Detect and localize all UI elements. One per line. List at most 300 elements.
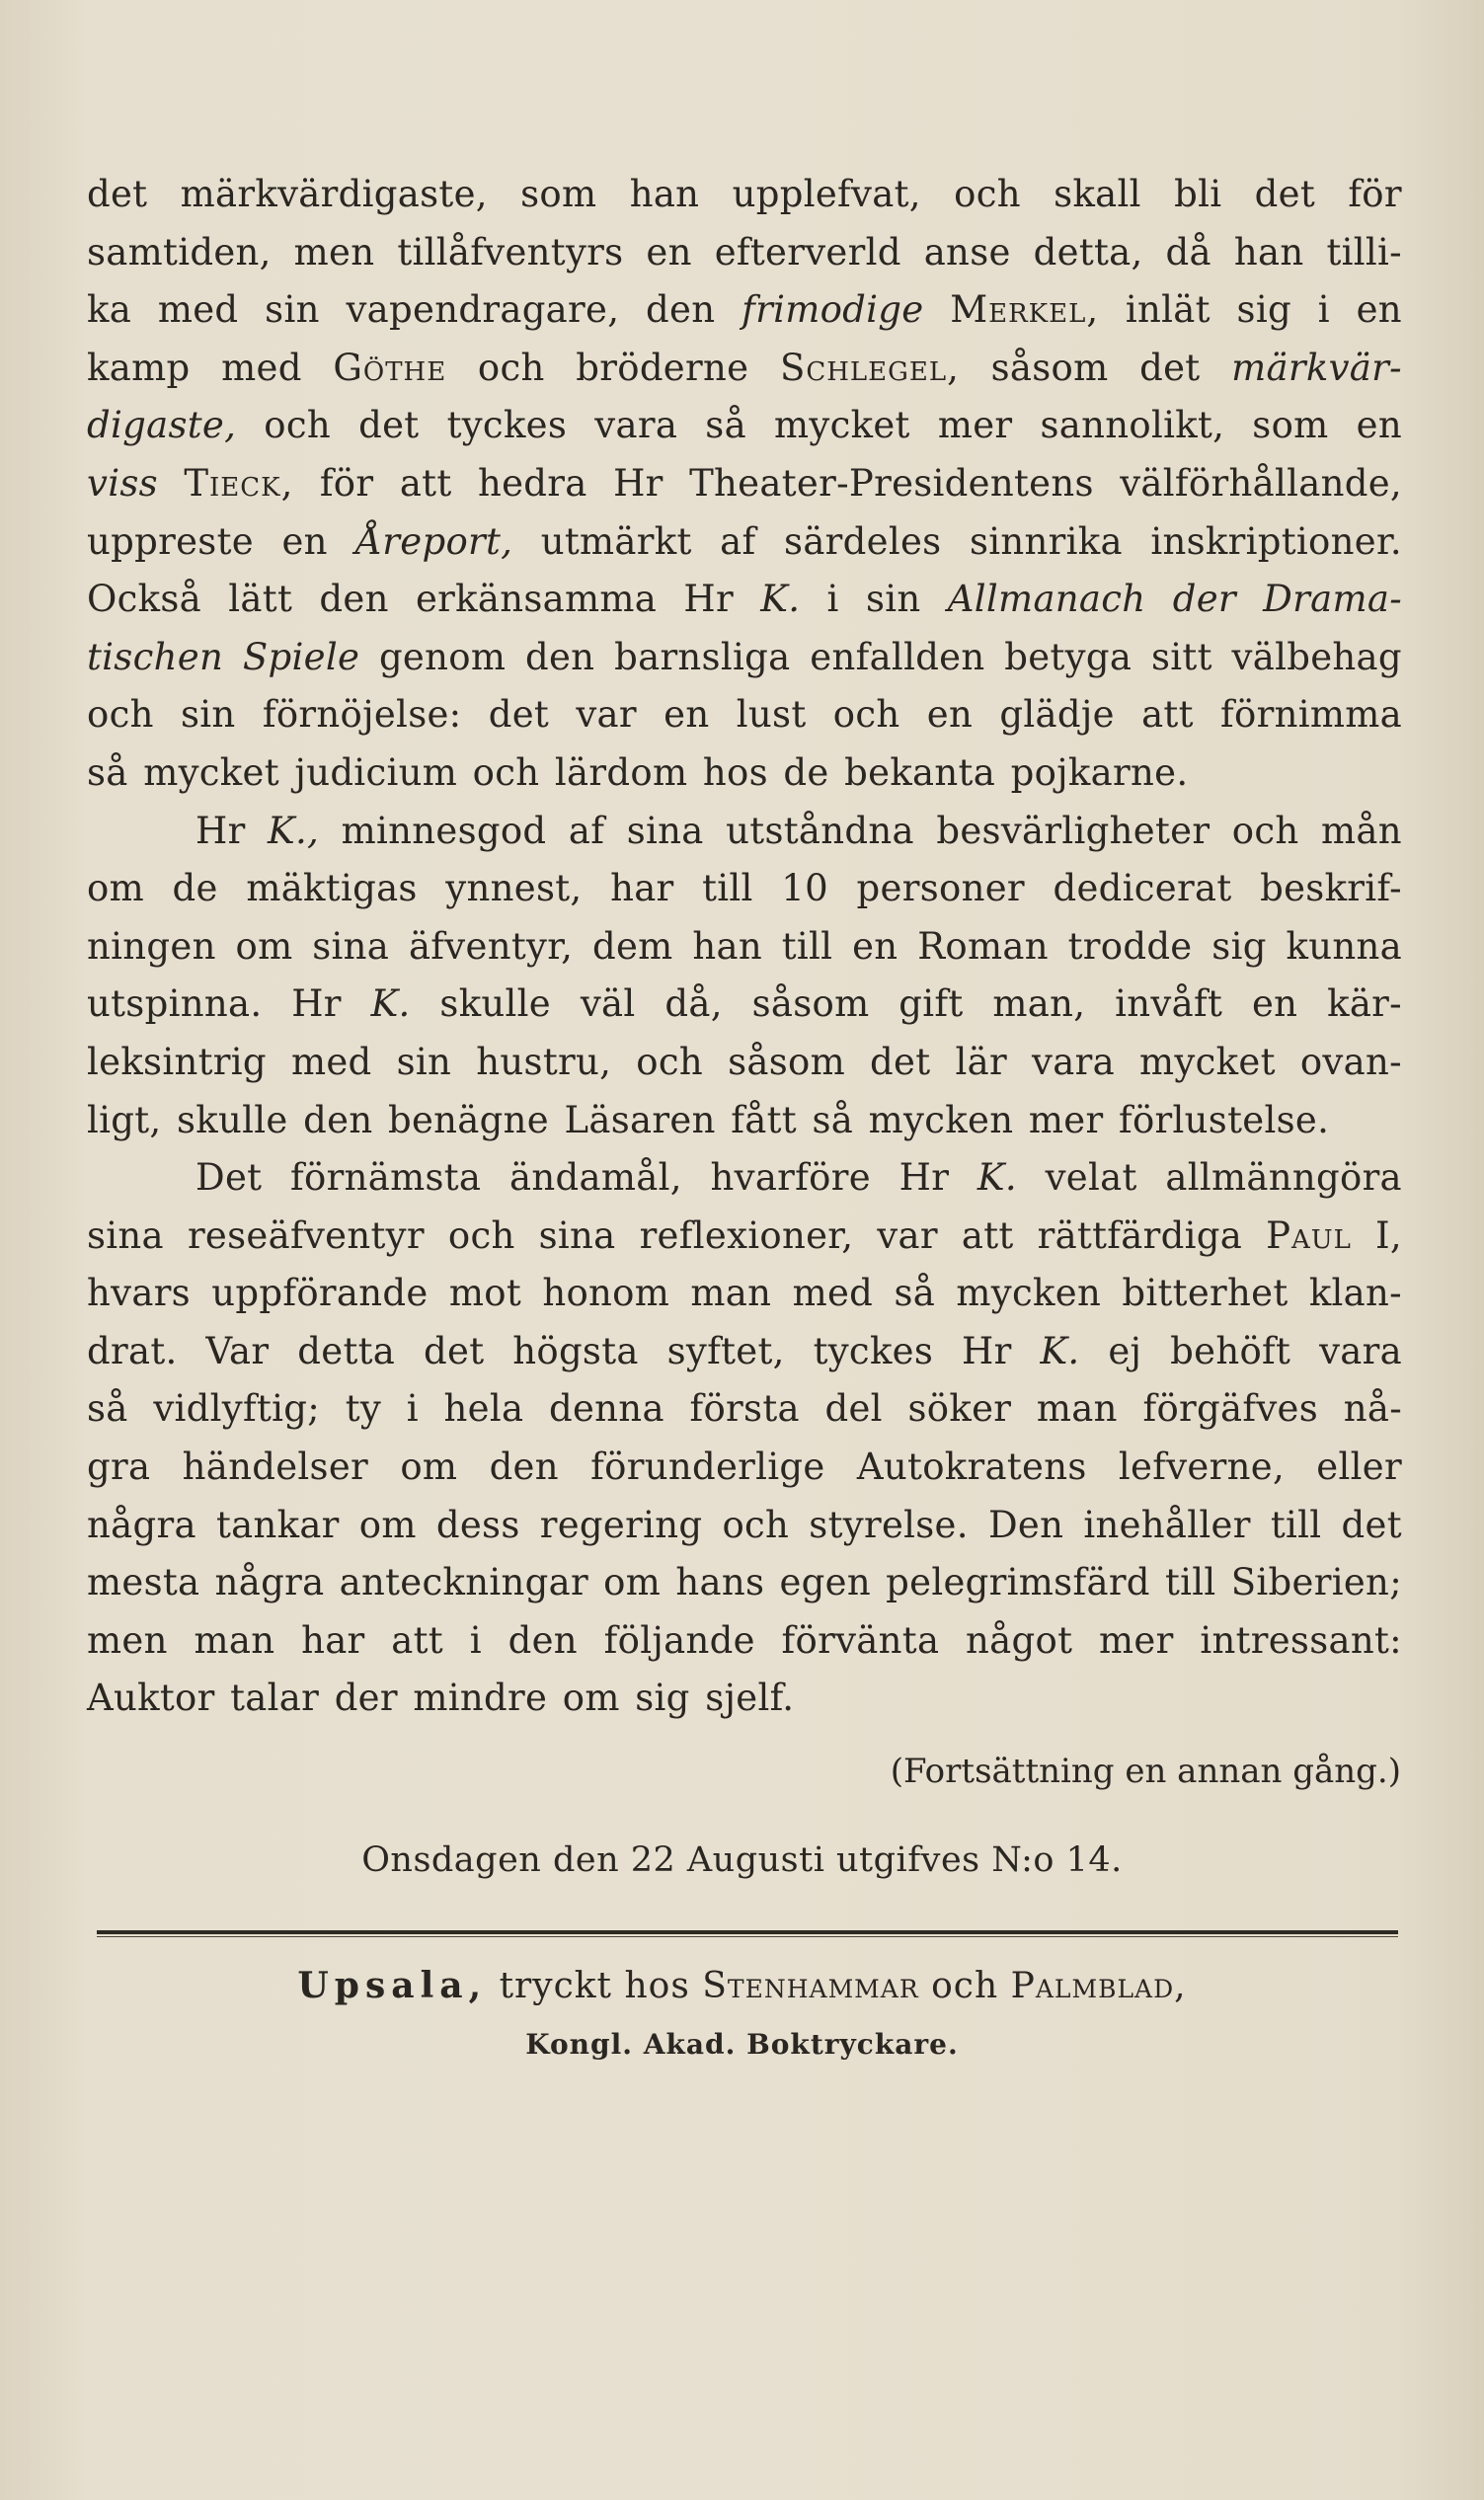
word: så: [894, 1272, 936, 1315]
word: sig: [635, 1677, 690, 1720]
word: då: [1165, 230, 1211, 273]
word: del: [824, 1387, 883, 1431]
word: leksintrig: [87, 1040, 267, 1083]
word: Auktor: [87, 1677, 215, 1720]
text-line: [87, 340, 1402, 398]
word: och: [477, 346, 545, 389]
word: gra: [87, 1445, 151, 1489]
word: besvärligheter: [936, 809, 1211, 852]
imprint-place: Upsala,: [297, 1965, 488, 2006]
word: reseäfventyr: [187, 1213, 425, 1257]
word: med: [290, 1040, 372, 1083]
word: mer: [1099, 1618, 1174, 1662]
word: men: [87, 1618, 168, 1662]
footer-rule: [97, 1930, 1398, 1934]
word: talar: [230, 1677, 320, 1720]
word: detta: [297, 1329, 396, 1372]
text-line: [87, 571, 1402, 629]
word: Hr: [291, 982, 342, 1026]
word: inlät: [1125, 288, 1211, 332]
word: sig: [1236, 288, 1291, 332]
word: att: [961, 1213, 1014, 1257]
word: det: [870, 1040, 931, 1083]
text-line: [87, 455, 1402, 513]
word: velat: [1045, 1156, 1137, 1200]
word: sitt: [1150, 635, 1212, 678]
word: ningen: [87, 924, 216, 968]
word: den: [303, 1098, 373, 1141]
word: med: [792, 1272, 874, 1315]
body-text: [87, 166, 1402, 1728]
word: K.: [370, 982, 411, 1026]
word: I,: [1374, 1213, 1402, 1257]
word: Var: [205, 1329, 270, 1372]
word: vara: [594, 404, 678, 447]
word: det: [1254, 173, 1316, 215]
text-line: [87, 1208, 1402, 1266]
word: pelegrimsfärd: [886, 1561, 1150, 1604]
word: en: [1356, 288, 1402, 332]
word: Paul: [1266, 1213, 1352, 1257]
word: Schlegel,: [779, 346, 960, 389]
word: betyga: [1004, 635, 1133, 678]
word: för: [319, 461, 374, 505]
word: dedicerat: [1053, 867, 1232, 910]
word: egen: [779, 1561, 871, 1604]
word: en: [664, 693, 710, 737]
word: dess: [435, 1503, 520, 1546]
word: en: [281, 519, 328, 563]
word: skall: [1054, 173, 1141, 215]
word: anse: [923, 230, 1011, 273]
word: såsom: [728, 1040, 845, 1083]
text-line: [87, 976, 1402, 1034]
word: Hr: [195, 809, 246, 852]
word: mer: [937, 404, 1013, 447]
word: förunderlige: [590, 1445, 825, 1489]
word: den: [525, 635, 595, 678]
word: honom: [542, 1272, 670, 1315]
word: hvars: [87, 1272, 191, 1315]
word: K.: [760, 578, 801, 621]
text-line: [87, 803, 1402, 861]
word: hans: [675, 1561, 765, 1604]
word: sin: [865, 578, 921, 621]
imprint-printer-1: Stenhammar: [702, 1966, 919, 2006]
word: sjelf.: [705, 1677, 795, 1720]
word: om: [562, 1677, 620, 1720]
text-line: [87, 513, 1402, 572]
word: glädje: [999, 693, 1115, 737]
word: men: [293, 230, 375, 273]
word: mot: [448, 1272, 522, 1315]
word: ej: [1108, 1329, 1142, 1372]
word: mesta: [87, 1561, 200, 1604]
word: och: [264, 404, 332, 447]
word: vidlyftig;: [153, 1387, 321, 1431]
word: anteckningar: [339, 1561, 588, 1604]
word: märkvär-: [1231, 346, 1402, 389]
word: Den: [987, 1503, 1064, 1546]
word: om: [400, 1445, 458, 1489]
word: hvarföre: [710, 1156, 871, 1200]
word: sina: [626, 809, 704, 852]
word: den: [508, 1618, 578, 1662]
word: Det: [195, 1156, 263, 1200]
text-line: [87, 1092, 1402, 1150]
text-line: [87, 629, 1402, 687]
word: väl: [580, 982, 636, 1026]
word: vara: [1319, 1329, 1402, 1372]
text-line: [87, 1149, 1402, 1208]
word: en: [646, 230, 692, 273]
word: såsom: [751, 982, 870, 1026]
word: regering: [539, 1503, 703, 1546]
word: efterverld: [714, 230, 901, 273]
word: Hr: [898, 1156, 950, 1200]
word: mäktigas: [246, 867, 418, 910]
word: tankar: [215, 1503, 340, 1546]
word: så: [87, 1387, 128, 1431]
word: och: [722, 1503, 790, 1546]
word: K.,: [268, 809, 320, 852]
word: om: [87, 867, 144, 910]
word: upplefvat,: [732, 173, 921, 215]
word: beskrif-: [1260, 867, 1402, 910]
word: och: [472, 750, 540, 794]
imprint-printed-at: tryckt hos: [499, 1966, 690, 2006]
word: något: [966, 1618, 1073, 1662]
word: att: [399, 461, 452, 505]
word: mycket: [1139, 1040, 1276, 1083]
word: personer: [856, 867, 1025, 910]
word: han: [629, 173, 700, 215]
text-line: [87, 166, 1402, 224]
word: bitterhet: [1122, 1272, 1289, 1315]
word: så: [87, 750, 128, 794]
word: barnsliga: [614, 635, 791, 678]
word: förvänta: [781, 1618, 940, 1662]
word: minnesgod: [341, 809, 547, 852]
word: har: [301, 1618, 365, 1662]
word: judicium: [294, 750, 458, 794]
next-issue-notice: Onsdagen den 22 Augusti utgifves N:o 14.: [361, 1840, 1123, 1880]
word: förnöjelse:: [262, 693, 462, 737]
word: följande: [603, 1618, 755, 1662]
word: och: [1231, 809, 1299, 852]
word: Hr: [683, 578, 734, 621]
word: Merkel,: [950, 288, 1100, 332]
word: så: [812, 1098, 854, 1141]
word: tilli-: [1326, 230, 1402, 273]
word: äfventyr,: [408, 924, 574, 968]
word: den: [319, 578, 389, 621]
continuation-note: (Fortsättning en annan gång.): [890, 1752, 1401, 1791]
word: allmänngöra: [1165, 1156, 1402, 1200]
word: lätt: [228, 578, 293, 621]
footer-rule-thin: [97, 1936, 1398, 1937]
word: i: [469, 1618, 482, 1662]
word: pojkarne.: [1010, 750, 1189, 794]
word: digaste,: [87, 404, 237, 447]
word: Siberien;: [1230, 1561, 1402, 1604]
text-line: [87, 1265, 1402, 1323]
word: mycket: [774, 404, 910, 447]
word: bli: [1174, 173, 1222, 215]
word: kamp: [87, 346, 191, 389]
word: Spiele: [242, 635, 360, 678]
word: denna: [549, 1387, 664, 1431]
word: samtiden,: [87, 230, 272, 273]
word: i: [826, 578, 839, 621]
word: vara: [1032, 1040, 1115, 1083]
word: sina: [538, 1213, 616, 1257]
word: behöft: [1170, 1329, 1291, 1372]
word: de: [172, 867, 218, 910]
word: i: [406, 1387, 419, 1431]
word: mycken: [956, 1272, 1102, 1315]
word: söker: [907, 1387, 1012, 1431]
text-line: [87, 281, 1402, 340]
word: förlustelse.: [1118, 1098, 1330, 1141]
text-line: [87, 224, 1402, 282]
word: detta,: [1033, 230, 1143, 273]
word: ändamål,: [509, 1156, 682, 1200]
word: Läsaren: [564, 1098, 716, 1141]
word: och: [832, 693, 900, 737]
word: skulle: [439, 982, 552, 1026]
word: mycken: [868, 1098, 1014, 1141]
text-line: [87, 1439, 1402, 1497]
word: det: [358, 404, 420, 447]
word: K.: [976, 1156, 1017, 1200]
word: man,: [992, 982, 1086, 1026]
word: utståndna: [726, 809, 914, 852]
word: några: [87, 1503, 196, 1546]
word: Autokratens: [856, 1445, 1087, 1489]
word: händelser: [182, 1445, 369, 1489]
word: Hr: [962, 1329, 1012, 1372]
text-line: [87, 1612, 1402, 1671]
word: genom: [378, 635, 507, 678]
word: uppreste: [87, 519, 254, 563]
word: Roman: [917, 924, 1049, 968]
word: K.: [1040, 1329, 1080, 1372]
word: han: [692, 924, 762, 968]
text-line: [87, 918, 1402, 977]
text-line: [87, 1670, 1402, 1728]
word: Åreport,: [355, 519, 513, 563]
word: styrelse.: [809, 1503, 969, 1546]
word: drat.: [87, 1329, 178, 1372]
text-line: [87, 397, 1402, 455]
text-line: [87, 1380, 1402, 1439]
word: Också: [87, 578, 202, 621]
word: man: [194, 1618, 275, 1662]
word: den: [489, 1445, 559, 1489]
word: sin: [265, 288, 320, 332]
word: fått: [731, 1098, 797, 1141]
word: reflexioner,: [639, 1213, 854, 1257]
text-line: [87, 860, 1402, 918]
word: lär: [955, 1040, 1007, 1083]
word: af: [568, 809, 605, 852]
word: det: [424, 1329, 485, 1372]
word: lärdom: [554, 750, 688, 794]
word: utspinna.: [87, 982, 263, 1026]
word: Tieck,: [184, 461, 294, 505]
word: 10: [781, 867, 828, 910]
word: att: [391, 1618, 443, 1662]
word: hela: [443, 1387, 524, 1431]
word: som: [1252, 404, 1329, 447]
word: sig: [1211, 924, 1267, 968]
word: hos: [702, 750, 768, 794]
word: och: [447, 1213, 515, 1257]
word: ka: [87, 288, 132, 332]
word: sin: [181, 693, 236, 737]
word: enfallden: [810, 635, 985, 678]
word: utmärkt: [540, 519, 692, 563]
word: så: [705, 404, 746, 447]
imprint-and: och: [931, 1966, 999, 2006]
word: tyckes: [813, 1329, 934, 1372]
word: intressant:: [1200, 1618, 1402, 1662]
word: den: [646, 288, 716, 332]
word: i: [1317, 288, 1330, 332]
word: skulle: [177, 1098, 288, 1141]
word: det: [87, 173, 148, 215]
word: trodde: [1067, 924, 1193, 968]
imprint-line: [0, 1965, 1484, 2006]
word: då,: [664, 982, 723, 1026]
word: syftet,: [666, 1329, 785, 1372]
word: ty: [345, 1387, 382, 1431]
word: välförhållande,: [1120, 461, 1402, 505]
word: erkänsamma: [415, 578, 658, 621]
text-line: [87, 1323, 1402, 1381]
word: mer: [1028, 1098, 1104, 1141]
word: har: [610, 867, 674, 910]
word: mindre: [413, 1677, 548, 1720]
text-line: [87, 1554, 1402, 1612]
word: inehåller: [1083, 1503, 1251, 1546]
word: sin: [396, 1040, 452, 1083]
word: förnimma: [1220, 693, 1402, 737]
word: der: [334, 1677, 398, 1720]
word: det: [488, 693, 550, 737]
word: ovan-: [1299, 1040, 1402, 1083]
text-line: [87, 1497, 1402, 1555]
word: till: [702, 867, 753, 910]
word: om: [603, 1561, 662, 1604]
word: en: [852, 924, 898, 968]
word: uppförande: [211, 1272, 429, 1315]
word: kär-: [1327, 982, 1402, 1026]
word: som: [520, 173, 597, 215]
word: vapendragare,: [346, 288, 620, 332]
word: sannolikt,: [1040, 404, 1225, 447]
word: med: [221, 346, 302, 389]
word: förnämsta: [290, 1156, 482, 1200]
word: mån: [1321, 809, 1402, 852]
word: tyckes: [446, 404, 568, 447]
word: var: [576, 693, 637, 737]
word: mycket: [143, 750, 279, 794]
word: för: [1348, 173, 1402, 215]
word: och: [636, 1040, 703, 1083]
word: och: [954, 173, 1021, 215]
word: en: [1251, 982, 1298, 1026]
word: viss: [87, 461, 158, 505]
word: en: [1356, 404, 1402, 447]
word: eller: [1316, 1445, 1402, 1489]
word: der: [1172, 578, 1236, 621]
word: om: [235, 924, 293, 968]
word: ligt,: [87, 1098, 162, 1141]
word: förgäfves: [1142, 1387, 1319, 1431]
word: lefverne,: [1118, 1445, 1286, 1489]
word: sinnrika: [969, 519, 1123, 563]
word: lust: [736, 693, 807, 737]
word: frimodige: [742, 288, 924, 332]
word: en: [926, 693, 974, 737]
word: det: [1341, 1503, 1402, 1546]
word: af: [720, 519, 756, 563]
word: kunna: [1286, 924, 1402, 968]
word: till: [1270, 1503, 1322, 1546]
word: hustru,: [476, 1040, 612, 1083]
word: till: [781, 924, 833, 968]
word: till: [1165, 1561, 1216, 1604]
text-line: [87, 686, 1402, 744]
word: Hr: [613, 461, 664, 505]
word: Theater-Presidentens: [689, 461, 1094, 505]
text-line: [87, 1034, 1402, 1092]
word: särdeles: [784, 519, 942, 563]
word: rättfärdiga: [1037, 1213, 1243, 1257]
word: benägne: [388, 1098, 549, 1141]
word: dem: [591, 924, 673, 968]
word: sina: [87, 1213, 164, 1257]
word: med: [157, 288, 239, 332]
word: välbehag: [1231, 635, 1402, 678]
word: sina: [312, 924, 390, 968]
word: gift: [898, 982, 964, 1026]
word: såsom: [990, 346, 1109, 389]
word: hedra: [477, 461, 587, 505]
word: inskriptioner.: [1150, 519, 1402, 563]
word: Göthe: [333, 346, 447, 389]
word: några: [214, 1561, 325, 1604]
word: nå-: [1343, 1387, 1402, 1431]
word: första: [689, 1387, 800, 1431]
word: klan-: [1308, 1272, 1402, 1315]
word: han: [1233, 230, 1304, 273]
imprint-subline: Kongl. Akad. Boktryckare.: [525, 2028, 959, 2061]
word: att: [1141, 693, 1194, 737]
word: man: [690, 1272, 772, 1315]
word: och: [87, 693, 154, 737]
word: var: [877, 1213, 938, 1257]
word: tillåfventyrs: [397, 230, 624, 273]
word: högsta: [512, 1329, 639, 1372]
word: det: [1139, 346, 1201, 389]
imprint-printer-2: Palmblad,: [1010, 1966, 1187, 2006]
word: invåft: [1115, 982, 1223, 1026]
word: bröderne: [576, 346, 749, 389]
word: de: [783, 750, 829, 794]
